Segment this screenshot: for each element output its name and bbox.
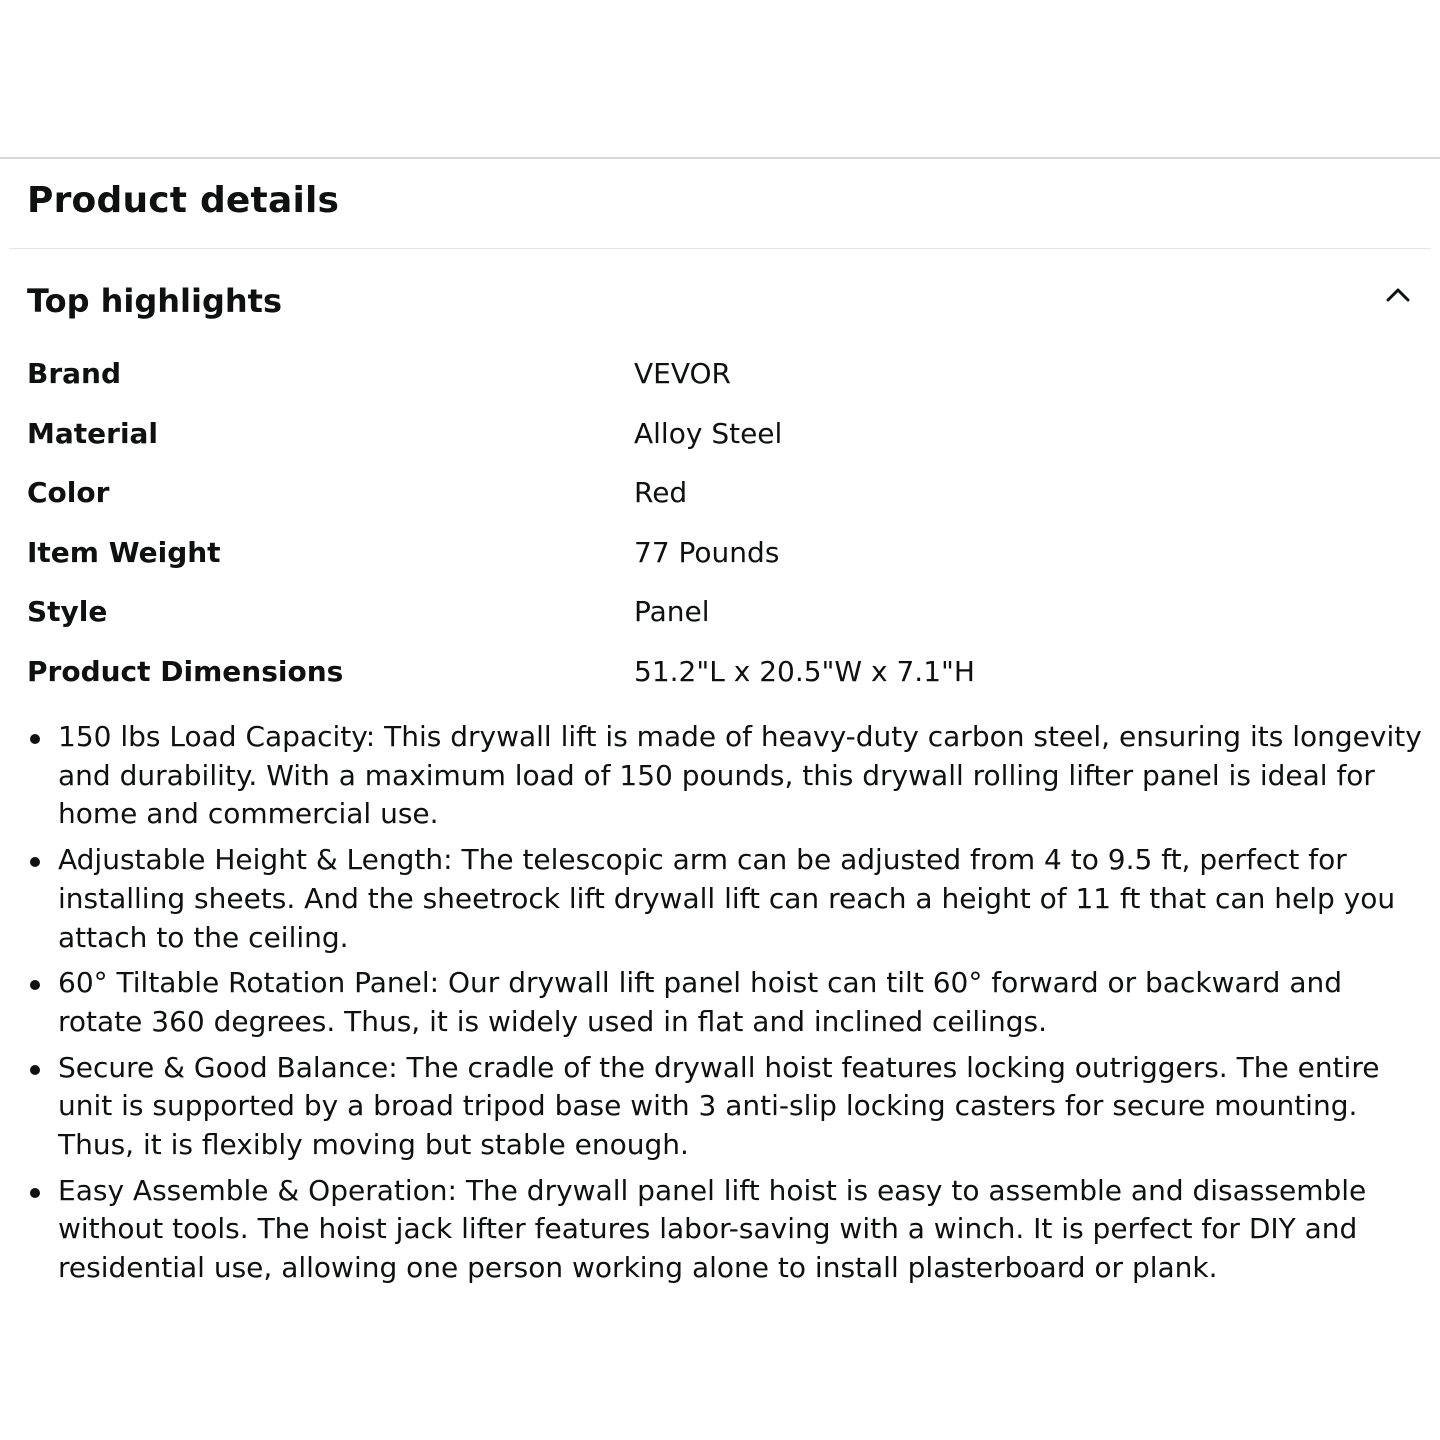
detail-label: Item Weight — [27, 535, 221, 569]
top-highlights-toggle[interactable] — [27, 278, 1413, 324]
detail-value: 51.2"L x 20.5"W x 7.1"H — [634, 654, 975, 688]
feature-bullet — [27, 841, 1422, 957]
section-title: Product details — [27, 180, 340, 221]
details-table — [27, 352, 1413, 709]
bullet-dot-icon — [30, 857, 40, 867]
detail-row-material — [27, 412, 1413, 472]
feature-bullet-text: Easy Assemble & Operation: The drywall panel lift hoist is easy to assemble and disassemble without tools. The hoist jack lifter features labor-saving with a winch. It is perfect for DIY and residential use, allowing one person working alone to install plasterboard or plank. — [58, 1173, 1367, 1285]
detail-row-brand — [27, 352, 1413, 412]
feature-bullet-text: 60° Tiltable Rotation Panel: Our drywall lift panel hoist can tilt 60° forward or backward and rotate 360 degrees. Thus, it is widely used in flat and inclined ceilings. — [58, 966, 1343, 1038]
feature-bullet — [27, 718, 1422, 834]
feature-bullet — [27, 1049, 1422, 1165]
detail-row-style — [27, 590, 1413, 650]
top-divider — [0, 157, 1440, 159]
feature-bullet-text: 150 lbs Load Capacity: This drywall lift is made of heavy-duty carbon steel, ensuring its longevity and durability. With a maximum load of 150 pounds, this drywall rolling lifter panel is ideal for home and commercial use. — [58, 720, 1422, 831]
detail-label: Product Dimensions — [27, 654, 344, 688]
detail-row-color — [27, 471, 1413, 531]
feature-bullets — [27, 718, 1422, 1295]
top-highlights-title: Top highlights — [27, 282, 283, 320]
detail-value: Alloy Steel — [634, 416, 783, 450]
chevron-up-icon[interactable] — [1383, 280, 1413, 310]
bullet-dot-icon — [30, 980, 40, 990]
feature-bullet — [27, 1172, 1422, 1288]
detail-label: Color — [27, 476, 110, 509]
bullet-dot-icon — [30, 734, 40, 744]
detail-label: Style — [27, 595, 108, 628]
feature-bullet-text: Adjustable Height & Length: The telescopic arm can be adjusted from 4 to 9.5 ft, perfect for installing sheets. And the sheetrock lift drywall lift can reach a height of 11 ft that can help you attach to the ceiling. — [58, 843, 1396, 954]
detail-value: Panel — [634, 595, 710, 628]
detail-label: Brand — [27, 357, 122, 390]
detail-row-product-dimensions — [27, 650, 1413, 710]
section-divider — [9, 248, 1431, 249]
bullet-dot-icon — [30, 1065, 40, 1075]
detail-value: VEVOR — [634, 357, 732, 390]
bullet-dot-icon — [30, 1188, 40, 1198]
detail-row-item-weight — [27, 531, 1413, 591]
feature-bullet — [27, 964, 1422, 1041]
detail-value: Red — [634, 476, 688, 509]
feature-bullet-text: Secure & Good Balance: The cradle of the drywall hoist features locking outriggers. The entire unit is supported by a broad tripod base with 3 anti-slip locking casters for secure mounting. Thus, it is flexibly moving but stable enough. — [58, 1050, 1380, 1162]
detail-label: Material — [27, 416, 159, 450]
detail-value: 77 Pounds — [634, 535, 780, 569]
